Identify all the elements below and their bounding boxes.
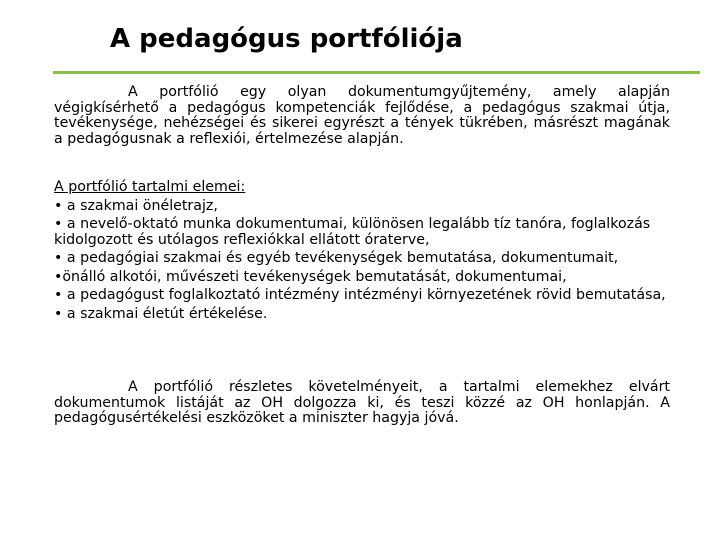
slide-title: A pedagógus portfóliója — [110, 24, 463, 54]
list-item: •önálló alkotói, művészeti tevékenységek bemutatását, dokumentumai, — [54, 268, 567, 285]
list-item: • a pedagógust foglalkoztató intézmény intézményi környezetének rövid bemutatása, — [54, 287, 666, 303]
content-elements-section — [54, 180, 670, 325]
list-item: • a nevelő-oktató munka dokumentumai, különösen legalább tíz tanóra, foglalkozás kidolgozott és utólagos reflexiókkal ellátott óraterve, — [54, 216, 651, 248]
closing-paragraph: A portfólió részletes követelményeit, a tartalmi elemekhez elvárt dokumentumok listáját az OH dolgozza ki, és teszi közzé az OH honlapján. A pedagógusértékelési eszközöket a miniszter hagyja jóvá. — [54, 379, 670, 426]
title-underline-rule — [53, 71, 700, 74]
list-heading: A portfólió tartalmi elemei: — [54, 179, 246, 195]
list-item: • a szakmai életút értékelése. — [54, 305, 268, 322]
list-item: • a pedagógiai szakmai és egyéb tevékenységek bemutatása, dokumentumait, — [54, 250, 619, 266]
content-elements-list — [54, 199, 670, 323]
list-item: • a szakmai önéletrajz, — [54, 197, 218, 214]
intro-paragraph: A portfólió egy olyan dokumentumgyűjtemény, amely alapján végigkísérhető a pedagógus kompetenciák fejlődése, a pedagógus szakmai útja, tevékenysége, nehézségei és sikerei egyrészt a tények tükrében, másrészt magának a pedagógusnak a reflexiói, értelmezése alapján. — [54, 84, 670, 147]
